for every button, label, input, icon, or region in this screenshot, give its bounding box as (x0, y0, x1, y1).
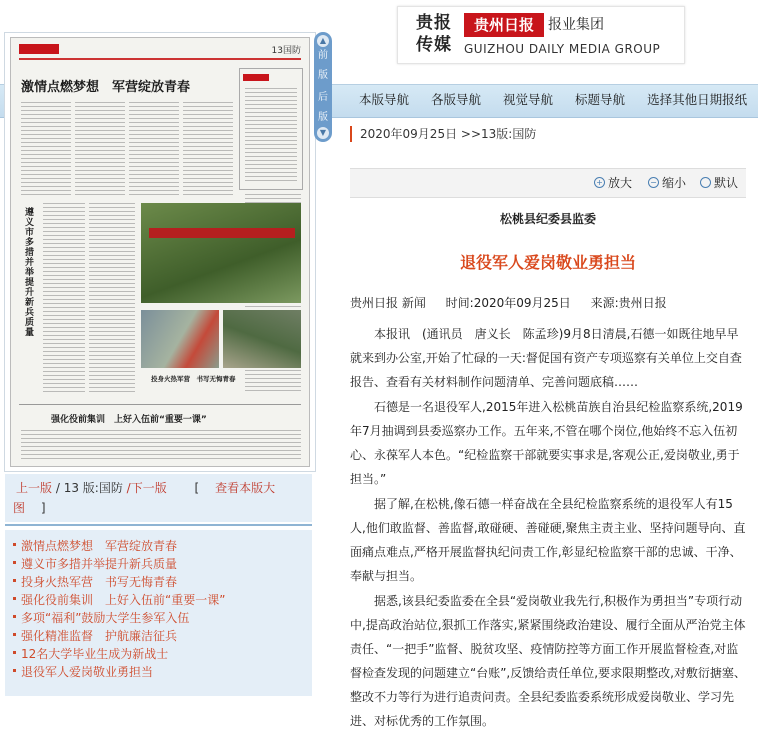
article-paragraph: 据了解,在松桃,像石德一样奋战在全县纪检监察系统的退役军人有15人,他们敢监督、善监督,敢碰硬、善碰硬,聚焦主责主业、坚持问题导向、直面痛点难点,严格开展监督执纪问责工作,彰显纪检监察干部的忠诚、干净、奉献与担当。 (350, 497, 746, 583)
paper-text-column (183, 102, 233, 197)
view-page-map-link-cont[interactable]: 图 (13, 501, 26, 515)
paper-photo-soldiers[interactable] (141, 203, 301, 303)
paper-text-column (89, 203, 135, 393)
newspaper-page-image[interactable] (10, 37, 310, 467)
bullet-icon (13, 651, 16, 654)
paper-masthead (19, 44, 301, 60)
list-item[interactable]: 强化精准监督 护航廉洁征兵 (13, 628, 177, 644)
prev-page-link[interactable]: 上一版 (16, 481, 53, 495)
current-page-label: 13 版:国防 (63, 481, 123, 495)
paper-section-label: 13国防 (271, 46, 301, 56)
chevron-down-icon[interactable]: ▼ (317, 127, 329, 139)
article-body (350, 322, 748, 734)
paper-text-column (21, 102, 71, 197)
logo[interactable] (397, 6, 685, 64)
zoom-toolbar (350, 168, 746, 198)
page-pager: 上一版 / 13 版:国防 /下一版 [ 查看本版大 图 ] (5, 474, 312, 522)
logo-text-line1: 贵报 (416, 13, 452, 33)
zoom-reset-button[interactable]: 默认 (700, 169, 738, 197)
nav-item-other-dates[interactable]: 选择其他日期报纸 (647, 92, 748, 107)
nav-item-this-edition[interactable]: 本版导航 (359, 92, 410, 107)
next-page-link[interactable]: /下一版 (126, 481, 167, 495)
bullet-icon (13, 561, 16, 564)
view-page-map-link[interactable]: 查看本版大 (215, 481, 276, 495)
article-dateline: 2020年09月25日 >>13版:国防 (350, 126, 536, 142)
bullet-icon (13, 543, 16, 546)
paper-text-column (21, 430, 301, 460)
bullet-icon (13, 597, 16, 600)
bullet-icon (13, 579, 16, 582)
paper-red-tag (243, 74, 269, 81)
article-meta (350, 294, 683, 311)
bullet-icon (13, 669, 16, 672)
list-item[interactable]: 激情点燃梦想 军营绽放青春 (13, 538, 177, 554)
newspaper-page-frame (4, 32, 316, 472)
nav-item-visual[interactable]: 视觉导航 (503, 92, 554, 107)
article-origin: 来源:贵州日报 (590, 296, 667, 310)
paper-photo-caption: 投身火热军营 书写无悔青春 (151, 375, 236, 383)
paper-vertical-headline[interactable]: 遵义市多措并举提升新兵质量 (25, 208, 35, 338)
list-item[interactable]: 强化役前集训 上好入伍前“重要一课” (13, 592, 225, 608)
vtab-char: 后 (318, 92, 328, 103)
nav-item-all-editions[interactable]: 各版导航 (431, 92, 482, 107)
list-item[interactable]: 退役军人爱岗敬业勇担当 (13, 664, 153, 680)
article-title: 退役军人爱岗敬业勇担当 (459, 253, 636, 272)
list-item[interactable]: 多项“福利”鼓励大学生参军入伍 (13, 610, 189, 626)
logo-red-box: 贵州日报 (464, 13, 544, 37)
zoom-in-button[interactable]: + 放大 (594, 169, 632, 197)
list-item[interactable]: 12名大学毕业生成为新战士 (13, 646, 168, 662)
paper-text-column (43, 203, 85, 393)
list-item[interactable]: 遵义市多措并举提升新兵质量 (13, 556, 177, 572)
paper-masthead-logo (19, 44, 59, 54)
paper-text-column (75, 102, 125, 197)
article-paragraph: 据悉,该县纪委监委在全县“爱岗敬业我先行,积极作为勇担当”专项行动中,提高政治站位,狠抓工作落实,紧紧围绕政治建设、履行全面从严治党主体责任、“一把手”监督、脱贫攻坚、疫情防控等方面工作开展监督检查,对监督检查发现的问题建立“台账”,反馈给责任单位,要求限期整改,对敷衍搪塞、整改不力等行为进行追责问责。全县纪委监委系统形成爱岗敬业、学习先进、对标优秀的工作氛围。 (350, 594, 746, 728)
logo-english-name: GUIZHOU DAILY MEDIA GROUP (464, 42, 661, 56)
paper-photo-banner (149, 228, 295, 238)
pager-divider (5, 524, 312, 526)
article-paragraph: 本报讯 (通讯员 唐义长 陈孟珍)9月8日清晨,石德一如既往地早早就来到办公室,开始了忙碌的一天:督促国有资产专项巡察有关单位上交自查报告、查看有关材料制作问题清单、完善问题底稿…… (350, 327, 742, 389)
bullet-icon (13, 633, 16, 636)
vtab-char: 前 (318, 50, 328, 61)
zoom-in-icon: + (594, 177, 605, 188)
article-list (5, 530, 312, 696)
article-time: 时间:2020年09月25日 (445, 296, 571, 310)
bullet-icon (13, 615, 16, 618)
article-subtitle: 松桃县纪委县监委 (499, 212, 596, 226)
zoom-out-button[interactable]: − 缩小 (648, 169, 686, 197)
page-switch-tab[interactable] (314, 32, 332, 142)
chevron-up-icon[interactable]: ▲ (317, 35, 329, 47)
paper-text-column (245, 88, 297, 184)
article-paragraph: 石德是一名退役军人,2015年进入松桃苗族自治县纪检监察系统,2019年7月抽调到县委巡察办工作。五年来,不管在哪个岗位,他始终不忘入伍初心、永葆军人本色。“纪检监察干部就要实事求是,客观公正,爱岗敬业,勇于担当。” (350, 400, 743, 486)
nav-menu (348, 84, 758, 116)
zoom-reset-icon (700, 177, 711, 188)
paper-text-column (129, 102, 179, 197)
paper-divider (19, 404, 301, 405)
logo-group-name: 报业集团 (548, 17, 604, 33)
paper-photo-training[interactable] (223, 310, 301, 368)
logo-text-line2: 传媒 (416, 35, 452, 55)
article-source: 贵州日报 新闻 (350, 296, 426, 310)
paper-headline[interactable]: 激情点燃梦想 军营绽放青春 (21, 80, 191, 95)
nav-item-titles[interactable]: 标题导航 (575, 92, 626, 107)
paper-bottom-headline[interactable]: 强化役前集训 上好入伍前“重要一课” (51, 415, 207, 425)
zoom-out-icon: − (648, 177, 659, 188)
list-item[interactable]: 投身火热军营 书写无悔青春 (13, 574, 177, 590)
vtab-char: 版 (318, 70, 328, 81)
paper-photo-medical[interactable] (141, 310, 219, 368)
vtab-char: 版 (318, 112, 328, 123)
